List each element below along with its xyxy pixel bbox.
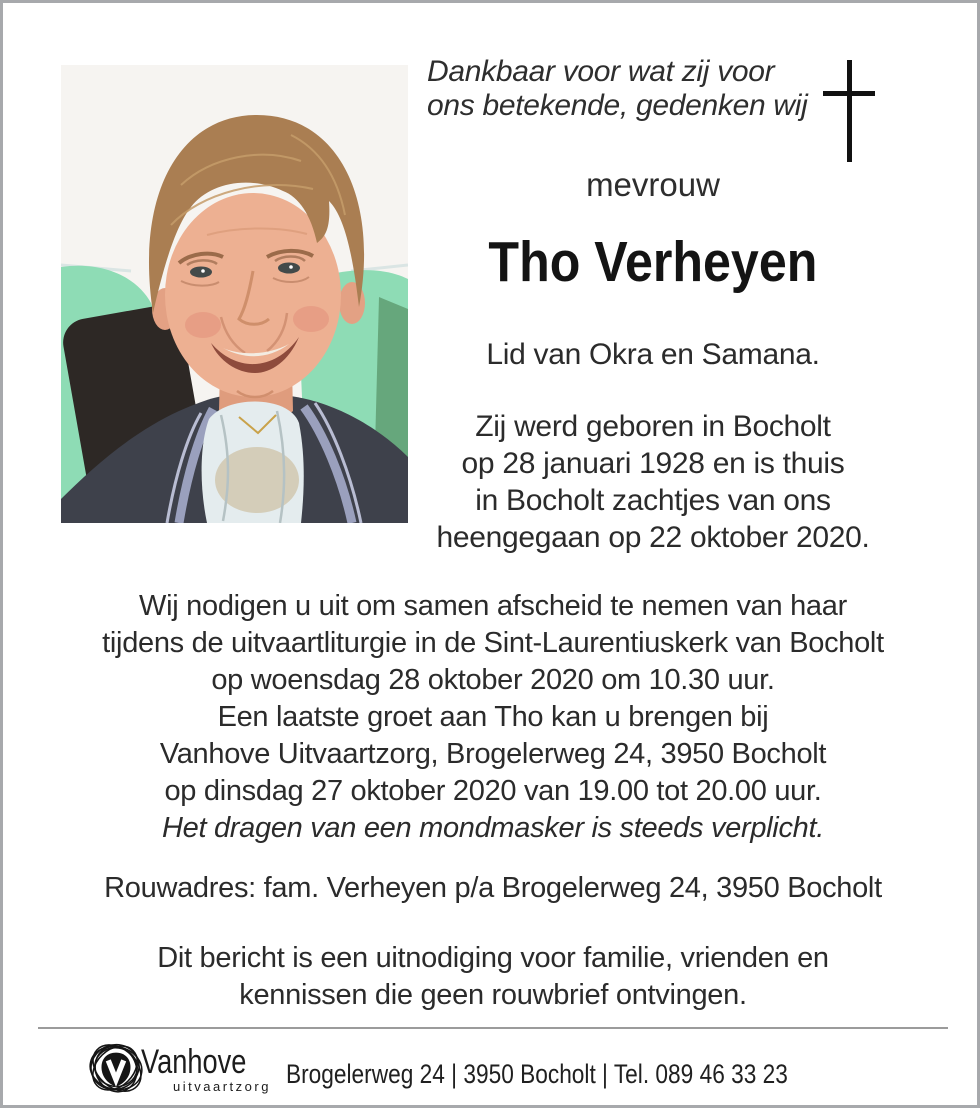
cross-icon — [823, 60, 875, 162]
invitation-line-4: Een laatste groet aan Tho kan u brengen bij — [217, 701, 769, 733]
vanhove-logo-icon — [87, 1041, 145, 1095]
life-dates-paragraph — [403, 408, 903, 556]
opening-phrase-line-2: ons betekende, gedenken wij — [427, 89, 808, 122]
cross-vertical-bar — [847, 60, 852, 162]
deceased-name: Tho Verheyen — [488, 230, 818, 294]
brand-subtitle: uitvaartzorg — [173, 1079, 271, 1094]
invitation-line-3: op woensdag 28 oktober 2020 om 10.30 uur. — [211, 664, 775, 696]
footer-divider — [38, 1027, 948, 1029]
life-line-2: op 28 januari 1928 en is thuis — [461, 447, 845, 480]
life-line-3: in Bocholt zachtjes van ons — [475, 484, 831, 517]
invitation-paragraph — [23, 588, 963, 847]
life-line-4: heengegaan op 22 oktober 2020. — [436, 521, 870, 554]
notice-line-1: Dit bericht is een uitnodiging voor familie, vrienden en — [157, 942, 829, 974]
brand-name: Vanhove — [141, 1043, 247, 1081]
invitation-line-6: op dinsdag 27 oktober 2020 van 19.00 tot 20.00 uur. — [164, 775, 822, 807]
mask-note: Het dragen van een mondmasker is steeds verplicht. — [161, 812, 824, 844]
notice-line-2: kennissen die geen rouwbrief ontvingen. — [239, 979, 747, 1011]
salutation: mevrouw — [586, 166, 720, 203]
life-line-1: Zij werd geboren in Bocholt — [475, 410, 831, 443]
invitation-line-1: Wij nodigen u uit om samen afscheid te nemen van haar — [139, 590, 847, 622]
invitation-line-5: Vanhove Uitvaartzorg, Brogelerweg 24, 3950 Bocholt — [159, 738, 827, 770]
cross-horizontal-bar — [823, 91, 875, 96]
opening-phrase-line-1: Dankbaar voor wat zij voor — [427, 55, 775, 88]
opening-phrase — [427, 55, 857, 123]
mourning-address: Rouwadres: fam. Verheyen p/a Brogelerweg 24, 3950 Bocholt — [104, 872, 882, 904]
notice-paragraph — [23, 940, 963, 1014]
footer-contact-line: Brogelerweg 24 | 3950 Bocholt | Tel. 089 46 33 23 — [286, 1059, 788, 1089]
invitation-line-2: tijdens de uitvaartliturgie in de Sint-Laurentiuskerk van Bocholt — [102, 627, 884, 659]
portrait-photo-illustration — [61, 65, 408, 523]
membership-line: Lid van Okra en Samana. — [486, 338, 820, 371]
portrait-photo — [61, 65, 408, 523]
